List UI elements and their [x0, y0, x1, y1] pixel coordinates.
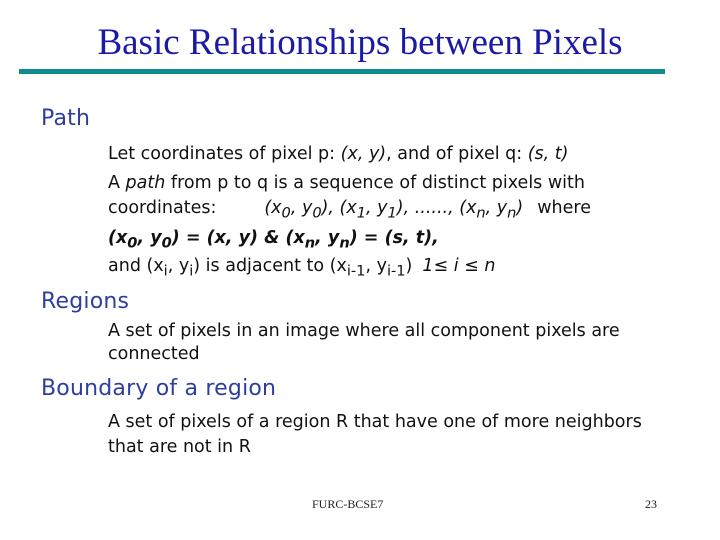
text: Let coordinates of pixel p:: [108, 144, 341, 164]
path-line-2: [108, 175, 585, 193]
path-line-1: [108, 146, 569, 164]
path-line-4: [108, 230, 439, 251]
path-line-3: [108, 200, 591, 221]
text: from p to q is a sequence of distinct pixels with: [165, 173, 585, 193]
page-number: 23: [645, 497, 657, 511]
text: where: [537, 198, 591, 218]
path-term: path: [125, 173, 166, 193]
heading-boundary: Boundary of a region: [41, 376, 277, 401]
regions-line-2: connected: [108, 344, 200, 364]
text: coordinates:: [108, 198, 217, 218]
heading-path: Path: [41, 106, 91, 131]
coord-q: (s, t): [527, 144, 569, 164]
regions-line-1: A set of pixels in an image where all component pixels are: [108, 321, 620, 341]
slide-title: Basic Relationships between Pixels: [97, 22, 623, 63]
path-line-5: and ($x_i$, $y_i$) is adjacent to ($x_{i-1}$, $y_{i-1}$) 1≤ i ≤ n: [108, 256, 496, 280]
boundary-line-2: that are not in R: [108, 437, 251, 457]
coord-p: (x, y): [340, 144, 387, 164]
heading-regions: Regions: [41, 289, 130, 314]
boundary-line-1: A set of pixels of a region R that have one of more neighbors: [108, 412, 642, 432]
title-underline: [19, 69, 665, 74]
text: A: [108, 173, 126, 193]
footer-label: FURC-BCSE7: [312, 497, 384, 511]
text: , and of pixel q:: [386, 144, 528, 164]
seq: ($x_0$, $y_0$), ($x_1$, $y_1$), ......, ($x_n$, $y_n$): [264, 198, 524, 222]
equality: ($x_0$, $y_0) = (x$, y) & ($x_n$, $y_n) = (s$, t),: [108, 228, 439, 252]
index-range: 1≤ i ≤ n: [422, 256, 496, 276]
